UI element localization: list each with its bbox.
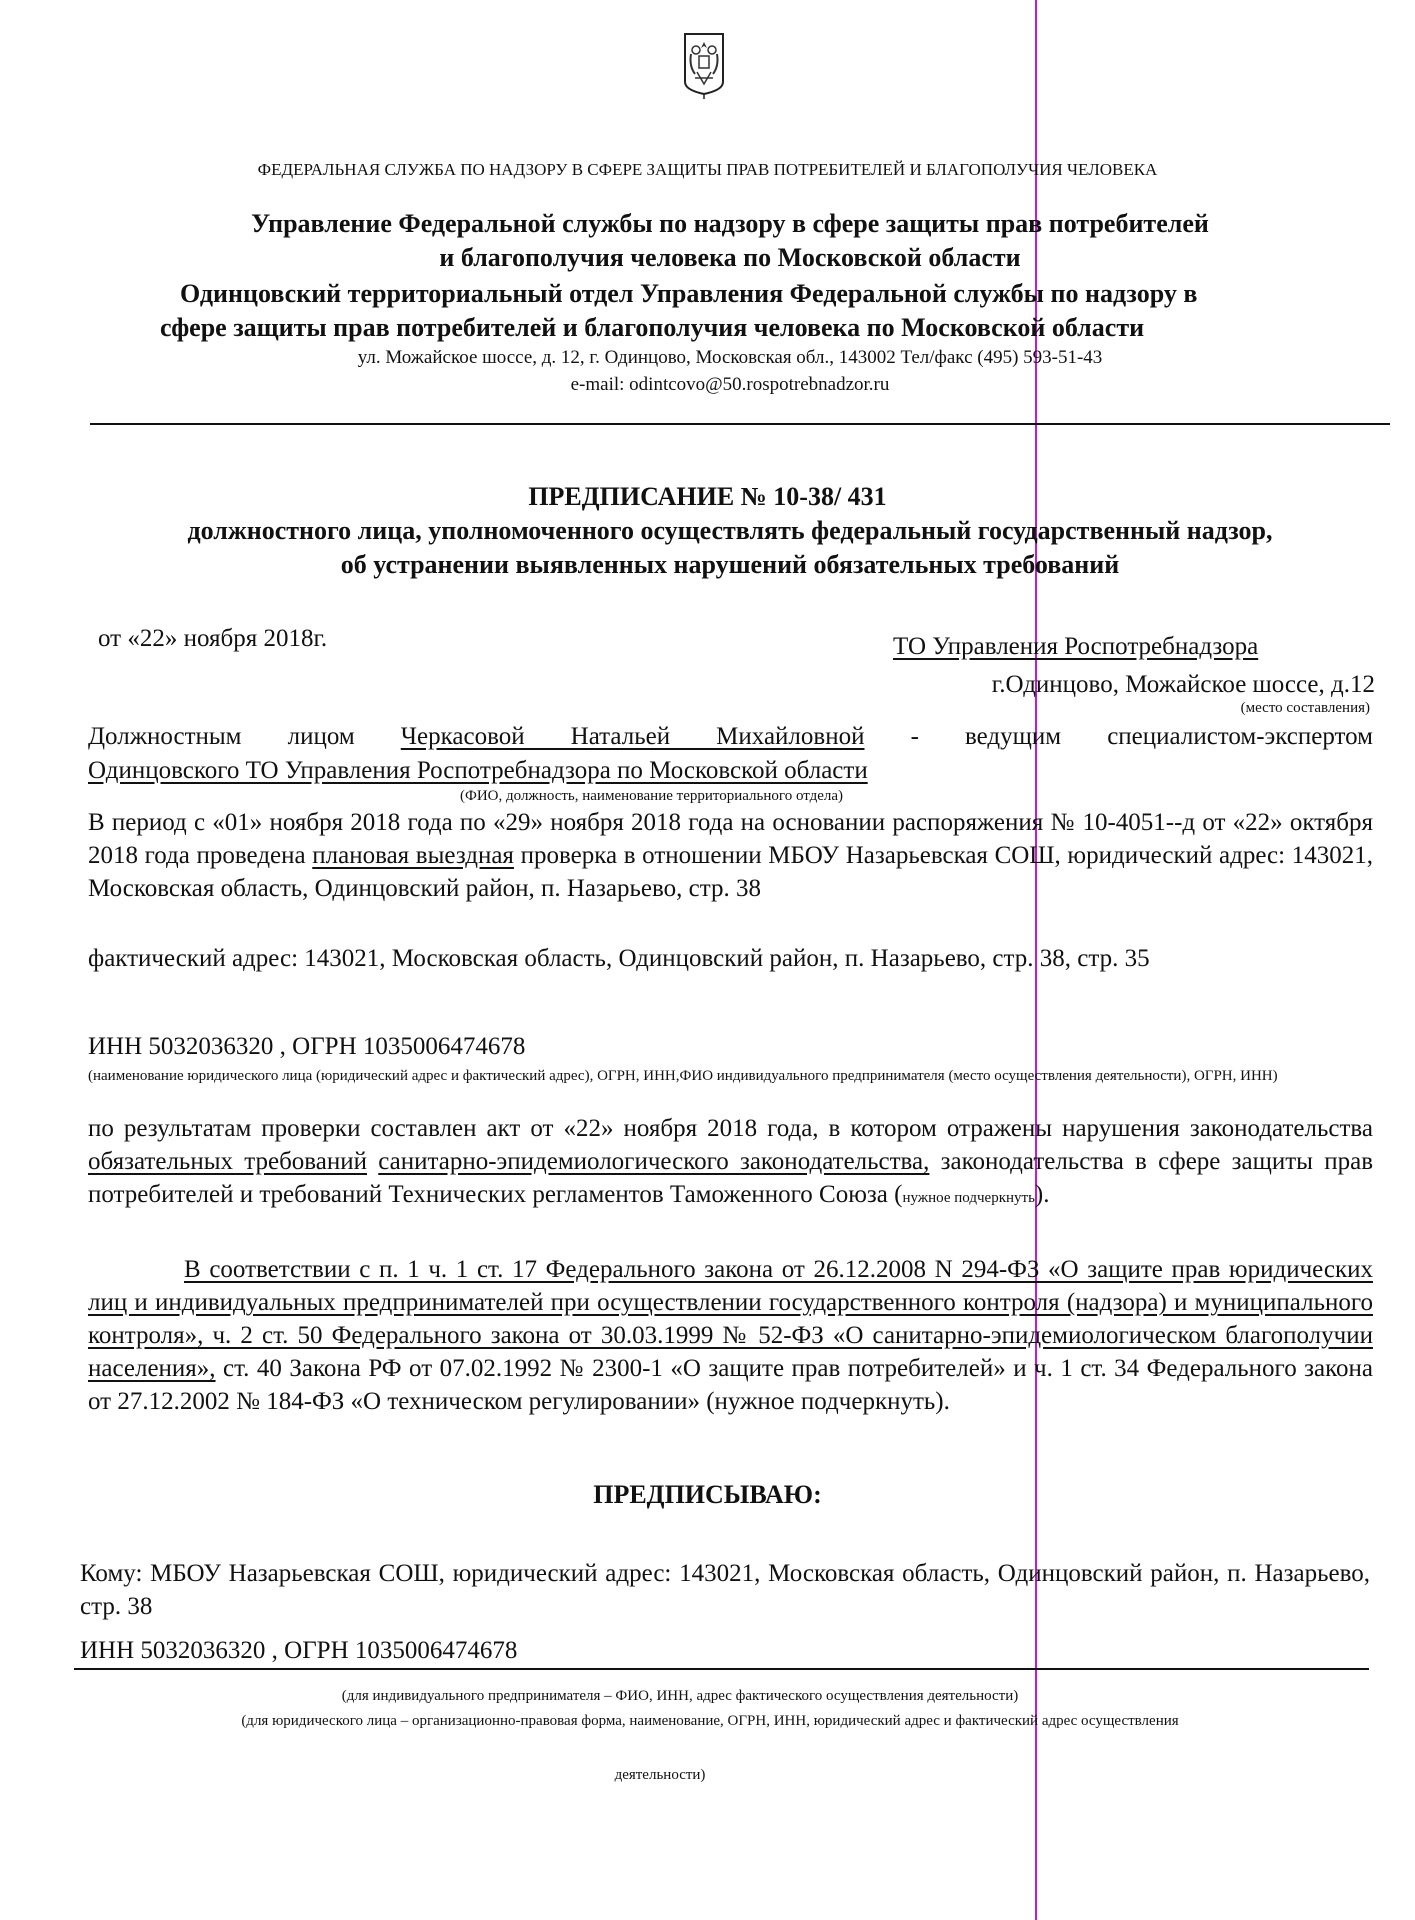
- org-line-1: Управление Федеральной службы по надзору в сфере защиты прав потребителей: [251, 209, 1209, 238]
- official-dept: Одинцовского ТО Управления Роспотребнадзора по Московской области: [88, 757, 868, 784]
- inspection-text-1: В период с «01» ноября 2018 года по «29» ноября 2018 года на основании распоряжения № 10-4051--д от «22» октября 2018 года проведена: [88, 809, 1373, 869]
- org-line-2: и благополучия человека по Московской области: [439, 243, 1021, 272]
- inspection-type: плановая выездная: [312, 842, 514, 869]
- address-phone: ул. Можайское шоссе, д. 12, г. Одинцово, Московская обл., 143002 Тел/факс (495) 593-51-43: [357, 347, 1103, 368]
- result-text-1: по результатам проверки составлен акт от «22» ноября 2018 года, в котором отражены нарушения законодательства: [88, 1115, 1373, 1142]
- order-caption-3: деятельности): [614, 1767, 706, 1783]
- order-caption-1: (для индивидуального предпринимателя – ФИО, ИНН, адрес фактического осуществления деятельности): [341, 1688, 1019, 1704]
- order-caption-2: (для юридического лица – организационно-правовая форма, наименование, ОГРН, ИНН, юридический адрес и фактический адрес осуществления: [241, 1713, 1179, 1729]
- inspection-ids-caption: (наименование юридического лица (юридический адрес и фактический адрес), ОГРН, ИНН,ФИО индивидуального предпринимателя (место осуществления деятельности), ОГРН, ИНН): [88, 1068, 1278, 1084]
- dept-line-1: Одинцовский территориальный отдел Управления Федеральной службы по надзору в: [180, 279, 1198, 308]
- actual-address: фактический адрес: 143021, Московская область, Одинцовский район, п. Назарьево, стр. 38, стр. 35: [88, 945, 1150, 972]
- official-line: [88, 720, 1373, 753]
- official-name: Черкасовой Натальей Михайловной: [400, 723, 865, 750]
- place-line-2: г.Одинцово, Можайское шоссе, д.12: [991, 671, 1375, 698]
- result-paragraph: [88, 1112, 1373, 1211]
- result-underlined-1: обязательных требований: [88, 1148, 367, 1175]
- official-role: - ведущим специалистом-экспертом: [864, 723, 1373, 750]
- inspection-paragraph: [88, 806, 1373, 905]
- inspection-ids: ИНН 5032036320 , ОГРН 1035006474678: [88, 1033, 526, 1060]
- place-line-1: ТО Управления Роспотребнадзора: [893, 633, 1259, 660]
- result-text-3: ).: [1034, 1181, 1050, 1208]
- order-heading: ПРЕДПИСЫВАЮ:: [593, 1480, 822, 1509]
- dept-line-2: сфере защиты прав потребителей и благополучия человека по Московской области: [160, 313, 1145, 342]
- legal-basis-underlined: В соответствии с п. 1 ч. 1 ст. 17 Федерального закона от 26.12.2008 N 294-ФЗ «О защите прав юридических лиц и индивидуальных предпринимателей при осуществлении государственного контроля (надзора) и муниципального контроля», ч. 2 ст. 50 Федерального закона от 30.03.1999 № 52-ФЗ «О санитарно-эпидемиологическом благополучии населения»,: [88, 1256, 1373, 1382]
- email: e-mail: odintcovo@50.rospotrebnadzor.ru: [570, 374, 890, 395]
- inspection-text-2: проверка в отношении МБОУ Назарьевская СОШ, юридический адрес: 143021, Московская область, Одинцовский район, п. Назарьево, стр. 38: [88, 842, 1373, 902]
- result-underlined-2: санитарно-эпидемиологического законодательства,: [378, 1148, 930, 1175]
- document-date: от «22» ноября 2018г.: [98, 625, 328, 652]
- result-note: нужное подчеркнуть: [902, 1190, 1035, 1206]
- title-subline-1: должностного лица, уполномоченного осуществлять федеральный государственный надзор,: [187, 516, 1273, 545]
- title-subline-2: об устранении выявленных нарушений обязательных требований: [340, 550, 1120, 579]
- legal-basis-paragraph: [88, 1253, 1373, 1418]
- order-ids: ИНН 5032036320 , ОГРН 1035006474678: [80, 1637, 518, 1664]
- order-recipient: Кому: МБОУ Назарьевская СОШ, юридический адрес: 143021, Московская область, Одинцовский район, п. Назарьево, стр. 38: [80, 1560, 1370, 1620]
- legal-basis-rest: ст. 40 Закона РФ от 07.02.1992 № 2300-1 «О защите прав потребителей» и ч. 1 ст. 34 Федерального закона от 27.12.2002 № 184-ФЗ «О техническом регулировании» (нужное подчеркнуть).: [88, 1355, 1373, 1415]
- document-title: ПРЕДПИСАНИЕ № 10-38/ 431: [528, 482, 887, 511]
- place-caption: (место составления): [1240, 700, 1370, 716]
- official-caption: (ФИО, должность, наименование территориального отдела): [460, 788, 844, 804]
- result-text-2: законодательства в сфере защиты прав потребителей и требований Технических регламентов Таможенного Союза (: [88, 1148, 1373, 1208]
- recipient-divider: [74, 1668, 1369, 1670]
- official-prefix: Должностным лицом: [88, 723, 401, 750]
- agency-name-caps: ФЕДЕРАЛЬНАЯ СЛУЖБА ПО НАДЗОРУ В СФЕРЕ ЗАЩИТЫ ПРАВ ПОТРЕБИТЕЛЕЙ И БЛАГОПОЛУЧИЯ ЧЕЛОВЕКА: [257, 160, 1158, 179]
- coat-of-arms-icon: [683, 32, 725, 100]
- header-divider: [90, 423, 1390, 425]
